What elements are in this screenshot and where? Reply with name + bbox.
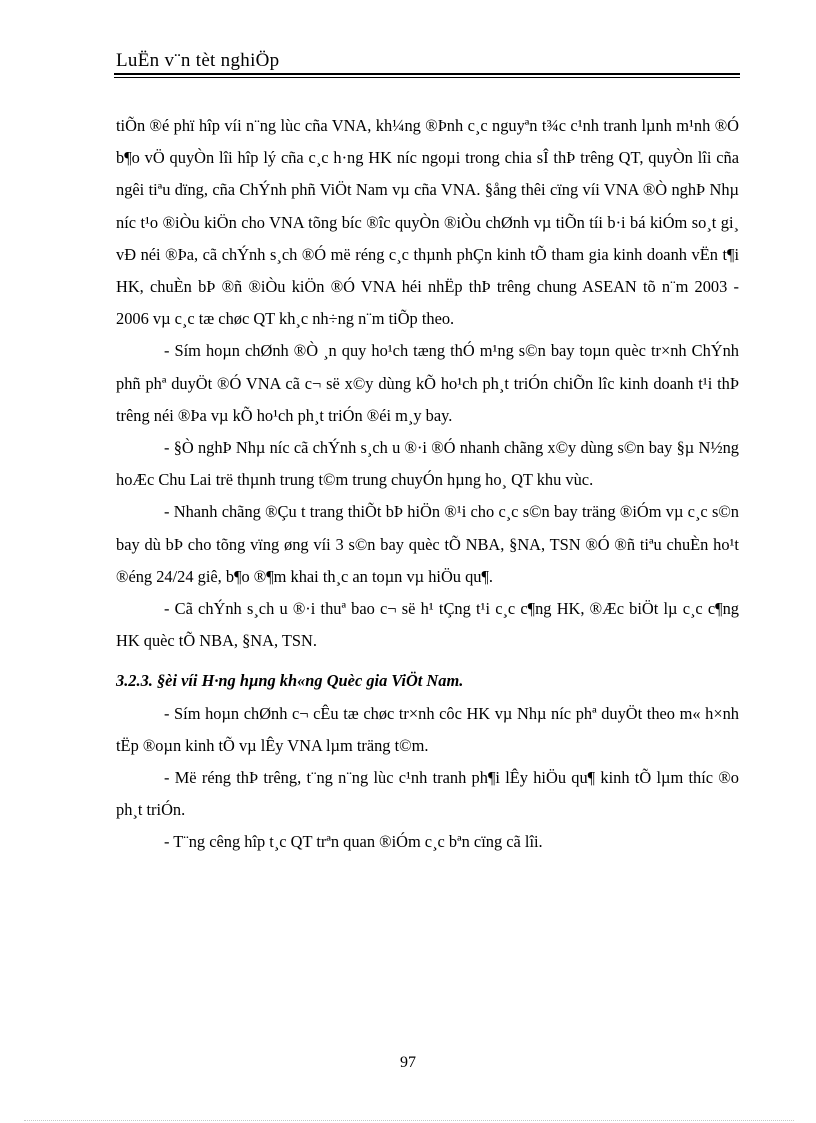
paragraph-airport-master-plan: - Sím hoµn chØnh ®Ò ¸n quy ho¹ch tæng thÓ m¹ng s©n bay toµn quèc tr×nh ChÝnh phñ phª duyÖt ®Ó VNA cã c¬ së x©y dùng kÕ ho¹ch ph¸t triÓn chiÕn lîc kinh doanh t¹i thÞ trêng néi ®Þa vµ kÕ ho¹ch ph¸t triÓn ®éi m¸y bay. <box>116 341 739 425</box>
section-heading: 3.2.3. §èi víi H·ng hµng kh«ng Quèc gia ViÖt Nam. <box>116 671 464 691</box>
paragraph-continued: tiÕn ®é phï hîp víi n¨ng lùc cña VNA, kh¼ng ®Þnh c¸c nguyªn t¾c c¹nh tranh lµnh m¹nh ®Ó b¶o vÖ quyÒn lîi hîp lý cña c¸c h·ng HK níc ngoµi trong chia sÎ thÞ trêng QT, quyÒn lîi cña ngêi tiªu dïng, cña ChÝnh phñ ViÖt Nam vµ cña VNA. §ång thêi cïng víi VNA ®Ò nghÞ Nhµ níc t¹o ®iÒu kiÖn cho VNA tõng bíc ®îc quyÒn ®iÒu chØnh vµ tiÕn tíi b·i bá kiÓm so¸t gi¸ vÐ néi ®Þa, cã chÝnh s¸ch ®Ó më réng c¸c thµnh phÇn kinh tÕ tham gia kinh doanh vËn t¶i HK, chuÈn bÞ ®ñ ®iÒu kiÖn ®Ó VNA héi nhËp thÞ trêng chung ASEAN tõ n¨m 2003 - 2006 vµ c¸c tæ chøc QT kh¸c nh÷ng n¨m tiÕp theo. <box>116 116 739 329</box>
paragraph-da-nang-chu-lai-hub: - §Ò nghÞ Nhµ níc cã chÝnh s¸ch u ®·i ®Ó nhanh chãng x©y dùng s©n bay §µ N½ng hoÆc Chu Lai trë thµnh trung t©m trung chuyÓn hµng ho¸ QT khu vùc. <box>116 438 739 490</box>
document-header-title: LuËn v¨n tèt nghiÖp <box>116 50 280 71</box>
header-rule-thin <box>114 77 740 78</box>
page-body <box>116 110 739 859</box>
paragraph-infrastructure-lease: - Cã chÝnh s¸ch u ®·i thuª bao c¬ së h¹ tÇng t¹i c¸c c¶ng HK, ®Æc biÖt lµ c¸c c¶ng HK quèc tÕ NBA, §NA, TSN. <box>116 599 739 651</box>
paragraph-international-cooperation: - T¨ng cêng hîp t¸c QT trªn quan ®iÓm c¸c bªn cïng cã lîi. <box>164 832 543 852</box>
page-number: 97 <box>400 1054 416 1071</box>
paragraph-market-expansion: - Më réng thÞ trêng, t¨ng n¨ng lùc c¹nh tranh ph¶i lÊy hiÖu qu¶ kinh tÕ lµm thíc ®o ph¸t triÓn. <box>116 768 739 820</box>
paragraph-airport-equipment: - Nhanh chãng ®Çu t trang thiÕt bÞ hiÖn ®¹i cho c¸c s©n bay träng ®iÓm vµ c¸c s©n bay dù bÞ cho tõng vïng øng víi 3 s©n bay quèc tÕ NBA, §NA, TSN ®Ó ®ñ tiªu chuÈn ho¹t ®éng 24/24 giê, b¶o ®¶m khai th¸c an toµn vµ hiÖu qu¶. <box>116 502 739 586</box>
paragraph-org-structure: - Sím hoµn chØnh c¬ cÊu tæ chøc tr×nh côc HK vµ Nhµ níc phª duyÖt theo m« h×nh tËp ®oµn kinh tÕ vµ lÊy VNA lµm träng t©m. <box>116 703 739 755</box>
header-rule-thick <box>114 73 740 75</box>
page-edge-dotted-line <box>24 1120 794 1121</box>
